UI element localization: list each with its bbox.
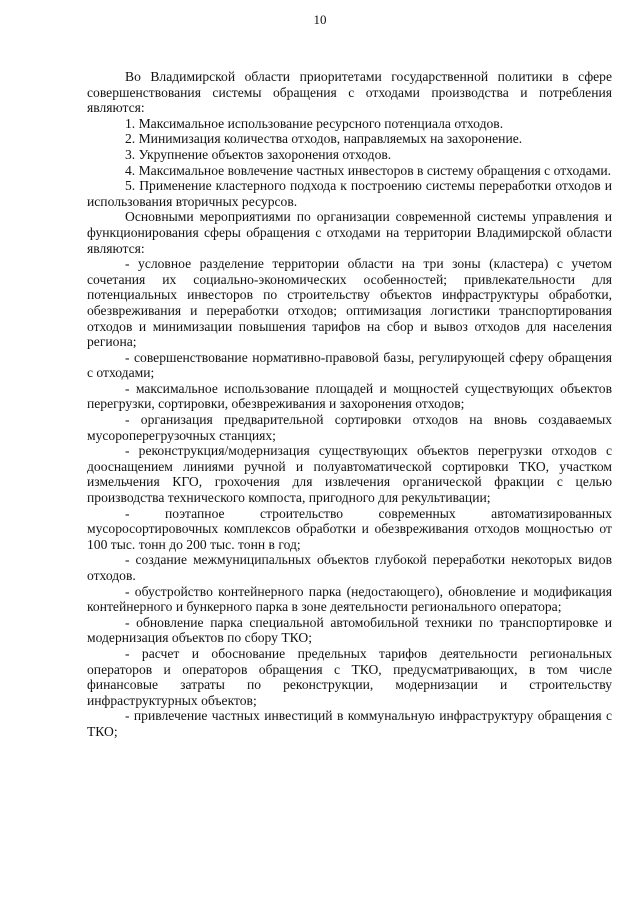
measure-item-3: - максимальное использование площадей и мощностей существующих объектов перегрузки, сортировки, обезвреживания и захоронения отходов; xyxy=(87,380,612,412)
measure-item-11: - привлечение частных инвестиций в коммунальную инфраструктуру обращения с ТКО; xyxy=(87,708,612,739)
measure-item-4: - организация предварительной сортировки отходов на вновь создаваемых мусороперегрузочных станциях; xyxy=(87,412,612,443)
intro-paragraph: Во Владимирской области приоритетами государственной политики в сфере совершенствования системы обращения с отходами производства и потребления являются: xyxy=(87,69,612,116)
priority-item-4: 4. Максимальное вовлечение частных инвесторов в систему обращения с отходами. xyxy=(125,162,612,178)
measures-intro-paragraph: Основными мероприятиями по организации современной системы управления и функционирования сферы обращения с отходами на территории Владимирской области являются: xyxy=(87,209,612,256)
priority-item-1: 1. Максимальное использование ресурсного потенциала отходов. xyxy=(125,115,504,131)
priority-item-3: 3. Укрупнение объектов захоронения отходов. xyxy=(125,146,392,162)
page-number: 10 xyxy=(313,12,327,27)
measure-item-2: - совершенствование нормативно-правовой базы, регулирующей сферу обращения с отходами; xyxy=(87,349,612,381)
measure-item-6: - поэтапное строительство современных автоматизированных мусоросортировочных комплексов обработки и обезвреживания отходов мощностью от 100 тыс. тонн до 200 тыс. тонн в год; xyxy=(87,505,612,552)
measure-item-9: - обновление парка специальной автомобильной техники по транспортировке и модернизация объектов по сбору ТКО; xyxy=(87,614,612,646)
document-body xyxy=(87,69,612,740)
priority-item-2: 2. Минимизация количества отходов, направляемых на захоронение. xyxy=(125,131,523,147)
measure-item-8: - обустройство контейнерного парка (недостающего), обновление и модификация контейнерного и бункерного парка в зоне деятельности регионального оператора; xyxy=(87,583,612,615)
measure-item-1: - условное разделение территории области на три зоны (кластера) с учетом сочетания их социально-экономических особенностей; привлекательности для потенциальных инвесторов по строительству объектов инфраструктуры обработки, обезвреживания и переработки отходов; оптимизация логистики транспортирования отходов и минимизации повышения тарифов на сбор и вывоз отходов для населения региона; xyxy=(87,256,612,350)
measure-item-7: - создание межмуниципальных объектов глубокой переработки некоторых видов отходов. xyxy=(87,552,612,583)
measure-item-5: - реконструкция/модернизация существующих объектов перегрузки отходов с дооснащением линиями ручной и полуавтоматической сортировки ТКО, участком измельчения КГО, грохочения для извлечения органической фракции с целью производства технического компоста, пригодного для рекультивации; xyxy=(87,443,612,506)
measure-item-10: - расчет и обоснование предельных тарифов деятельности региональных операторов и операторов обращения с ТКО, предусматривающих, в том числе финансовые затраты по реконструкции, модернизации и строительству инфраструктурных объектов; xyxy=(87,645,612,708)
priority-item-5: 5. Применение кластерного подхода к построению системы переработки отходов и использования вторичных ресурсов. xyxy=(87,178,612,209)
